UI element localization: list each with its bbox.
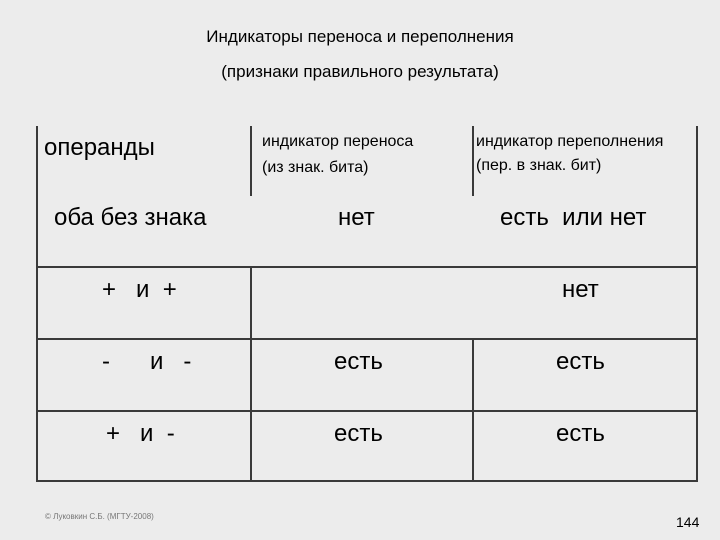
slide-subtitle: (признаки правильного результата) <box>221 62 499 81</box>
vertical-divider-2 <box>472 126 474 196</box>
header-carry-line2: (из знак. бита) <box>262 159 369 176</box>
header-operands: операнды <box>44 134 155 161</box>
row-divider-1 <box>38 266 698 268</box>
row-3-operands: - и - <box>102 348 192 375</box>
row-1-carry: нет <box>338 204 375 231</box>
vertical-divider-2b <box>472 338 474 480</box>
row-1-overflow: есть или нет <box>500 204 647 231</box>
header-overflow-line1: индикатор переполнения <box>476 133 664 150</box>
row-4-overflow: есть <box>556 420 605 447</box>
page-number: 144 <box>676 514 700 530</box>
header-overflow-line2: (пер. в знак. бит) <box>476 157 602 174</box>
row-divider-3 <box>38 410 698 412</box>
row-3-carry: есть <box>334 348 383 375</box>
header-carry-line1: индикатор переноса <box>262 133 414 150</box>
copyright-note: © Луковкин С.Б. (МГТУ-2008) <box>45 512 154 521</box>
row-1-operands: оба без знака <box>54 204 207 231</box>
row-2-operands: + и + <box>102 276 177 303</box>
vertical-divider-1 <box>250 126 252 196</box>
row-4-operands: + и - <box>106 420 175 447</box>
row-4-carry: есть <box>334 420 383 447</box>
indicator-table <box>36 126 698 482</box>
vertical-divider-1b <box>250 266 252 480</box>
slide-title: Индикаторы переноса и переполнения <box>206 27 514 46</box>
row-2-overflow: нет <box>562 276 599 303</box>
vertical-divider-right <box>696 126 698 480</box>
row-3-overflow: есть <box>556 348 605 375</box>
row-divider-2 <box>38 338 698 340</box>
